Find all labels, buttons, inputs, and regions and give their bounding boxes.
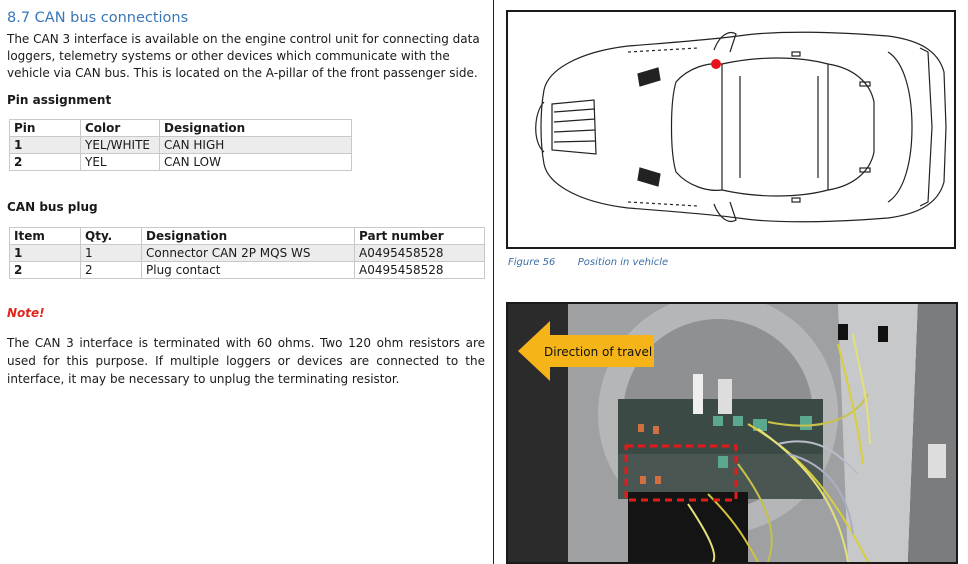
can-bus-plug-heading: CAN bus plug (7, 200, 98, 214)
table-cell: 1 (10, 245, 81, 262)
table-cell: A0495458528 (355, 245, 485, 262)
table-cell: 2 (10, 262, 81, 279)
column-header: Qty. (81, 228, 142, 245)
table-header-row (10, 228, 485, 245)
section-title: 8.7 CAN bus connections (7, 10, 189, 26)
table-row (10, 262, 485, 279)
pin-assignment-table (9, 119, 352, 171)
table-cell: YEL/WHITE (81, 137, 160, 154)
note-label: Note! (7, 306, 45, 320)
column-divider (493, 0, 494, 564)
column-header: Designation (142, 228, 355, 245)
can-interface-location-marker (711, 59, 721, 69)
table-cell: 2 (10, 154, 81, 171)
intro-paragraph: The CAN 3 interface is available on the engine control unit for connecting data loggers, telemetry systems or other devices which communicate with the vehicle via CAN bus. This is located on the A-pillar of the front passenger side. (7, 32, 480, 80)
table-row (10, 245, 485, 262)
table-cell: 1 (81, 245, 142, 262)
wiring-photo-illustration (508, 304, 956, 562)
document-right-column (495, 0, 968, 564)
table-cell: CAN HIGH (160, 137, 352, 154)
installation-photo (506, 302, 958, 564)
direction-of-travel-label: Direction of travel (544, 345, 653, 359)
table-header-row (10, 120, 352, 137)
can-bus-plug-table (9, 227, 485, 279)
column-header: Pin (10, 120, 81, 137)
vehicle-top-view-figure (506, 10, 956, 249)
table-cell: 2 (81, 262, 142, 279)
column-header: Designation (160, 120, 352, 137)
table-cell: A0495458528 (355, 262, 485, 279)
table-row (10, 137, 352, 154)
table-cell: YEL (81, 154, 160, 171)
figure-caption-text: Position in vehicle (577, 257, 669, 268)
table-cell: 1 (10, 137, 81, 154)
column-header: Color (81, 120, 160, 137)
column-header: Part number (355, 228, 485, 245)
figure-caption (508, 257, 668, 268)
column-header: Item (10, 228, 81, 245)
car-outline-drawing (508, 12, 954, 247)
figure-number: Figure 56 (508, 257, 556, 268)
table-cell: CAN LOW (160, 154, 352, 171)
table-cell: Plug contact (142, 262, 355, 279)
table-cell: Connector CAN 2P MQS WS (142, 245, 355, 262)
note-text: The CAN 3 interface is terminated with 60 ohms. Two 120 ohm resistors are used for this purpose. If multiple loggers or devices are connected to the interface, it may be necessary to unplug the terminating resistor. (7, 336, 485, 386)
pin-assignment-heading: Pin assignment (7, 93, 112, 107)
table-row (10, 154, 352, 171)
